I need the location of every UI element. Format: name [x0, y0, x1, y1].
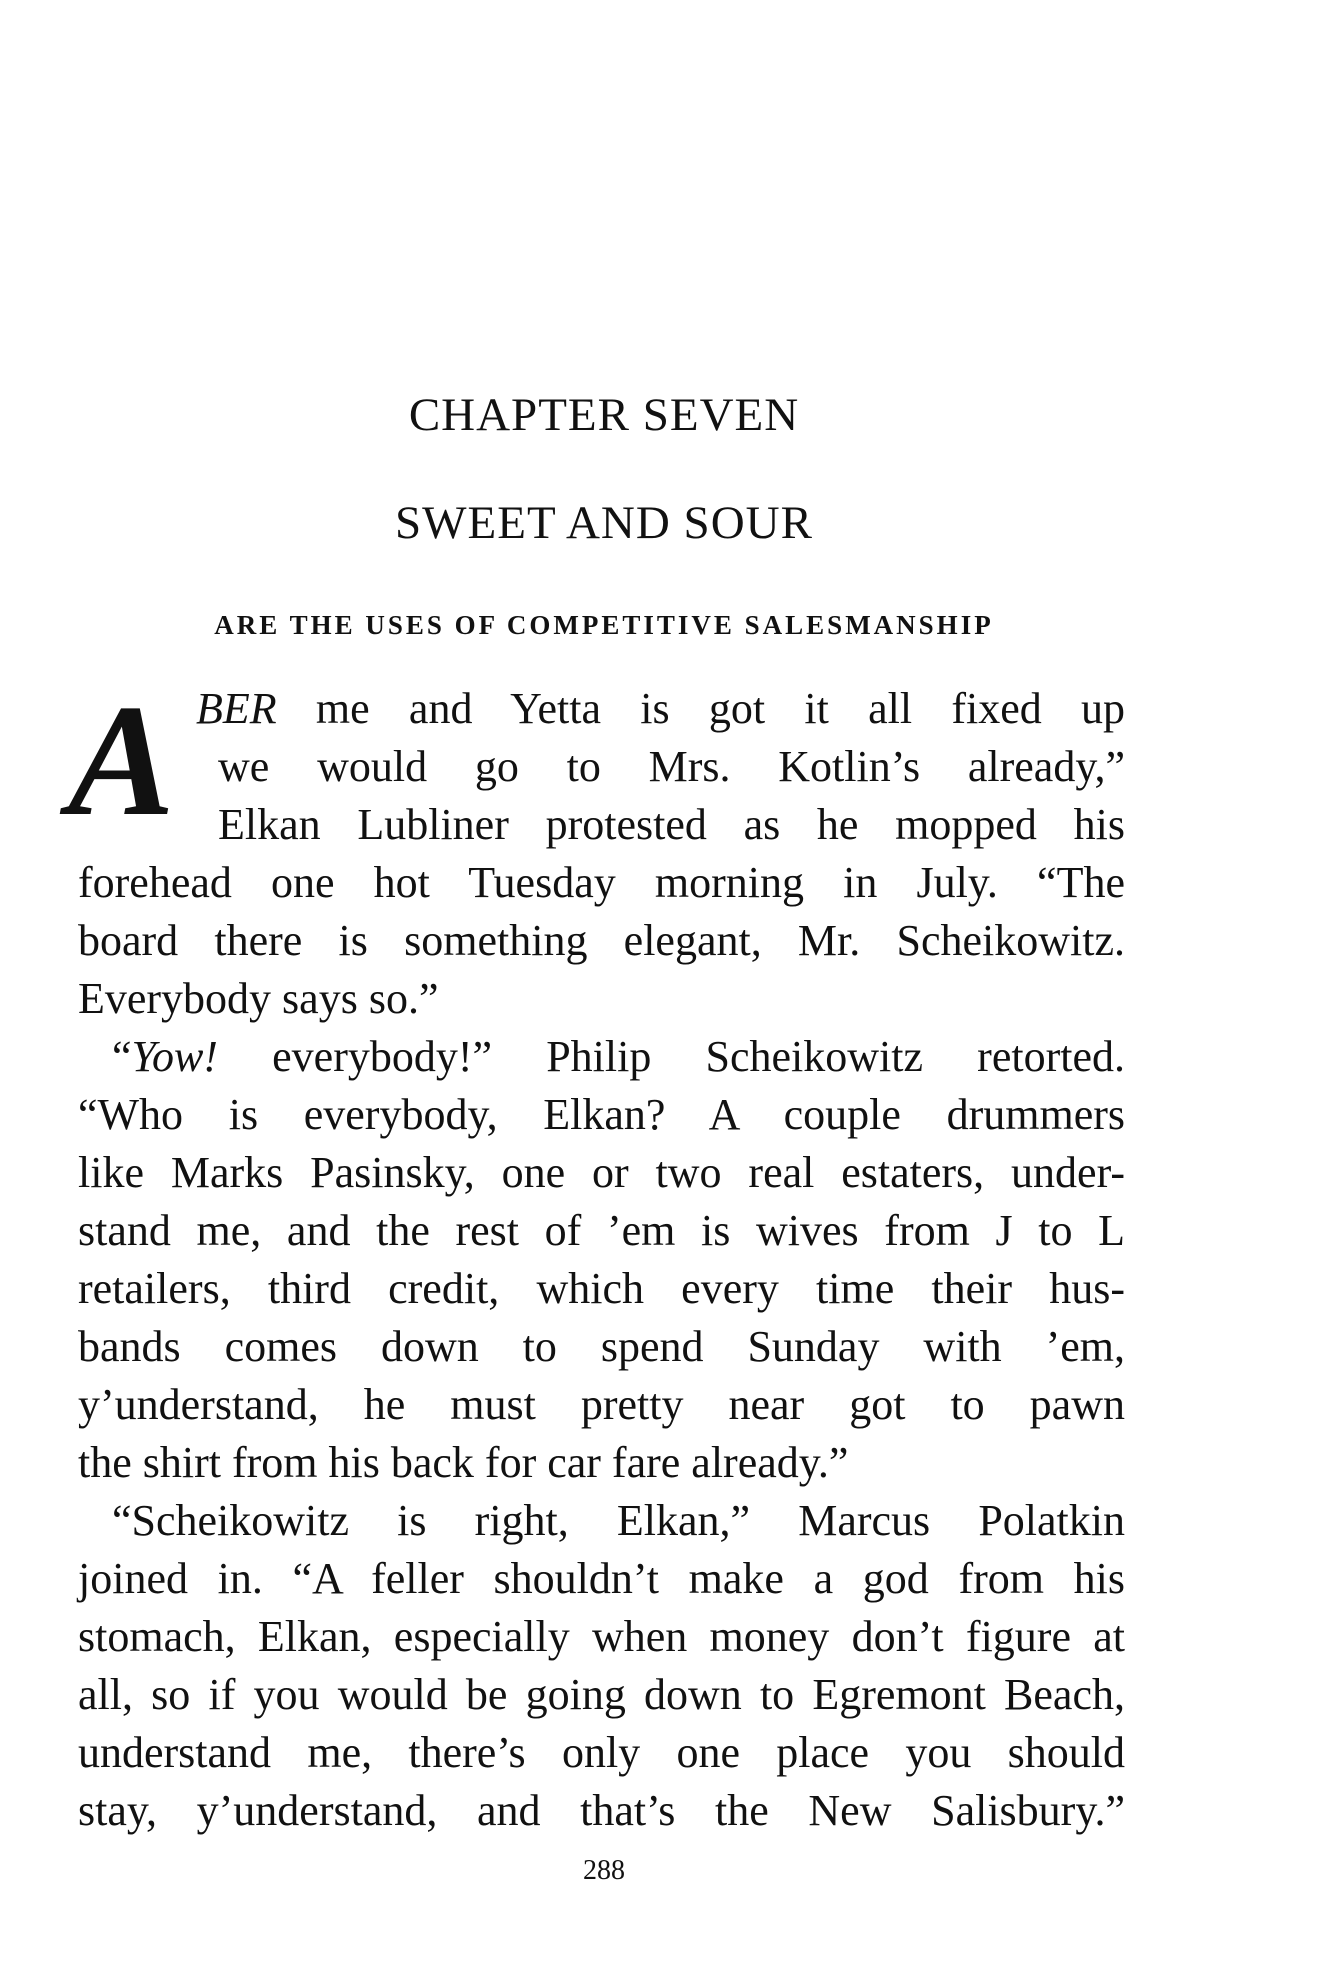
- chapter-subtitle: ARE THE USES OF COMPETITIVE SALESMANSHIP: [214, 610, 994, 640]
- text-line: stand me, and the rest of ’em is wives from J to L: [78, 1206, 1125, 1255]
- text-line: “Scheikowitz is right, Elkan,” Marcus Polatkin: [112, 1496, 1125, 1545]
- text-line: retailers, third credit, which every time their hus-: [78, 1264, 1125, 1313]
- text-line: forehead one hot Tuesday morning in July. “The: [78, 858, 1125, 907]
- page-number: 288: [583, 1855, 625, 1886]
- line-text: me and Yetta is got it all fixed up: [276, 684, 1125, 733]
- text-line: stay, y’understand, and that’s the New Salisbury.”: [78, 1786, 1125, 1835]
- text-line: understand me, there’s only one place you should: [78, 1728, 1125, 1777]
- chapter-number: CHAPTER SEVEN: [408, 389, 800, 441]
- text-line: y’understand, he must pretty near got to pawn: [78, 1380, 1125, 1429]
- text-line: bands comes down to spend Sunday with ’em,: [78, 1322, 1125, 1371]
- italic-lead: Yow!: [131, 1032, 218, 1081]
- text-line: Everybody says so.”: [78, 974, 439, 1023]
- chapter-title: SWEET AND SOUR: [395, 497, 813, 549]
- text-line: stomach, Elkan, especially when money don’t figure at: [78, 1612, 1125, 1661]
- open-quote: “: [112, 1032, 132, 1081]
- text-line: all, so if you would be going down to Egremont Beach,: [78, 1670, 1125, 1719]
- italic-lead: BER: [196, 684, 277, 733]
- text-line: we would go to Mrs. Kotlin’s already,”: [218, 742, 1125, 791]
- text-line: the shirt from his back for car fare already.”: [78, 1438, 849, 1487]
- text-line: board there is something elegant, Mr. Scheikowitz.: [78, 916, 1125, 965]
- drop-cap: A: [68, 671, 175, 849]
- text-line: joined in. “A feller shouldn’t make a god from his: [78, 1554, 1125, 1603]
- text-line: [112, 1028, 1125, 1086]
- text-line: [196, 680, 1125, 738]
- text-line: like Marks Pasinsky, one or two real estaters, under-: [78, 1148, 1125, 1197]
- text-line: “Who is everybody, Elkan? A couple drummers: [78, 1090, 1125, 1139]
- text-line: Elkan Lubliner protested as he mopped his: [218, 800, 1125, 849]
- line-text: everybody!” Philip Scheikowitz retorted.: [217, 1032, 1125, 1081]
